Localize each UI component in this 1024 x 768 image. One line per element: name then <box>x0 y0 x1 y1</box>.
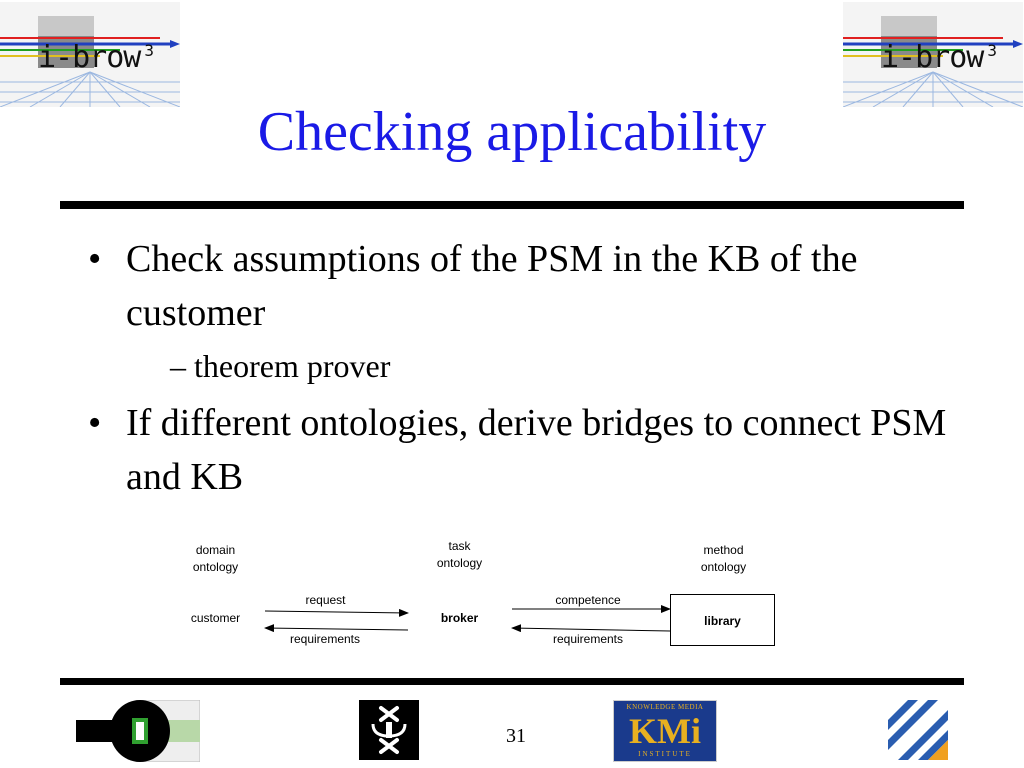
kmi-main-text: KMi <box>629 711 701 751</box>
method-ontology-label: method ontology <box>700 543 747 574</box>
ibrow-logo-text: i-brow $^3$ <box>38 40 154 75</box>
arrow-request <box>265 611 408 613</box>
bullet-item <box>88 232 968 340</box>
arrow-requirements-left <box>265 628 408 630</box>
ibrow-logo-right <box>843 2 1023 107</box>
ibrow-logo-left <box>0 2 180 107</box>
customer-label: customer <box>190 611 241 625</box>
request-label: request <box>305 593 346 607</box>
slide-title: Checking applicability <box>257 101 767 163</box>
kmi-logo <box>613 700 717 762</box>
bullet-list <box>88 232 968 506</box>
footer-logo-4 <box>888 700 948 760</box>
bullet-glyph: • <box>88 402 102 444</box>
sub-bullet-item: – theorem prover <box>170 348 391 384</box>
title-divider <box>60 201 964 209</box>
bullet-text: If different ontologies, derive bridges to connect PSM and KB <box>126 402 947 498</box>
page-number: 31 <box>506 725 526 747</box>
bullet-item <box>88 396 968 504</box>
crest-logo-icon <box>359 700 419 760</box>
broker-label: broker <box>440 611 479 625</box>
task-ontology-label: task ontology <box>436 539 483 570</box>
footer-logo-1 <box>76 700 200 762</box>
bullet-text: Check assumptions of the PSM in the KB of the customer <box>126 238 858 334</box>
requirements-right-label: requirements <box>552 632 624 646</box>
stripes-logo-icon <box>888 700 948 760</box>
ibrow-logo-text: i-brow $^3$ <box>881 40 997 75</box>
kmi-bottom-text: INSTITUTE <box>638 750 692 758</box>
library-label: library <box>704 614 741 628</box>
broker-diagram <box>150 530 810 660</box>
requirements-left-label: requirements <box>289 632 361 646</box>
domain-ontology-label: domain ontology <box>192 543 239 574</box>
eye-logo-icon <box>76 700 200 762</box>
footer-divider <box>60 678 964 685</box>
competence-label: competence <box>555 593 621 607</box>
footer-logo-2 <box>359 700 419 760</box>
bullet-glyph: • <box>88 238 102 280</box>
kmi-top-text: KNOWLEDGE MEDIA <box>626 703 704 711</box>
